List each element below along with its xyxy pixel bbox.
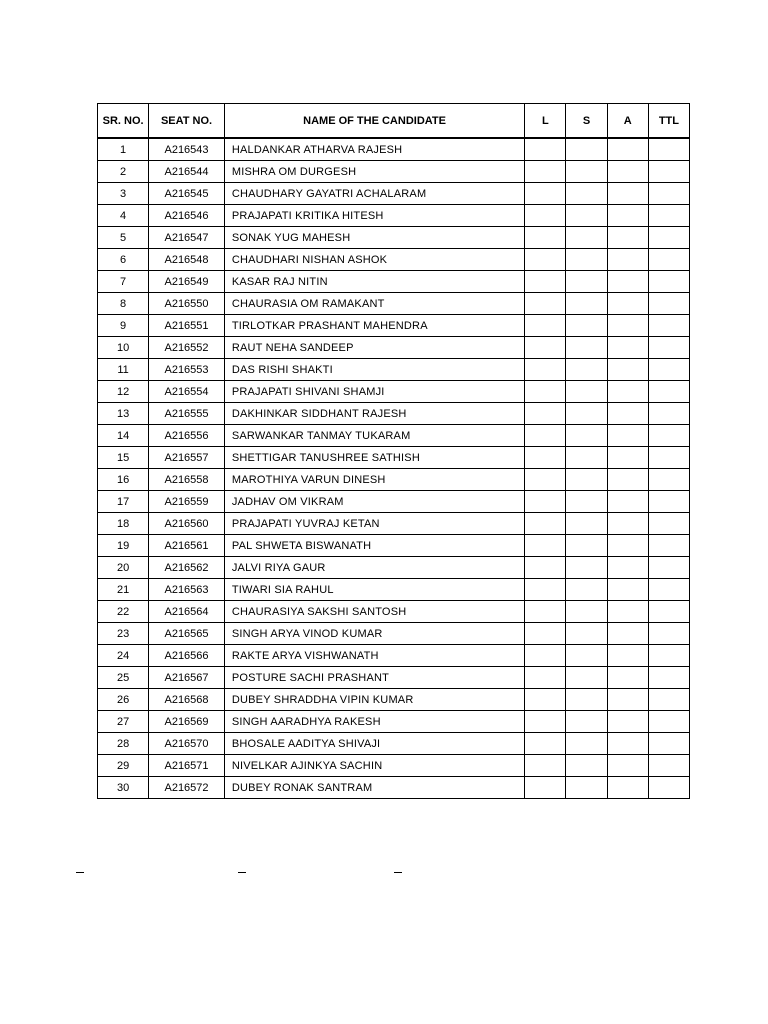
ttl-mark-cell <box>648 667 689 689</box>
l-mark-cell <box>525 205 566 227</box>
table-row <box>98 138 690 161</box>
table-row <box>98 293 690 315</box>
ttl-mark-cell <box>648 403 689 425</box>
candidate-name-cell: DAKHINKAR SIDDHANT RAJESH <box>224 403 524 425</box>
a-mark-cell <box>607 337 648 359</box>
seat-no-cell: A216549 <box>149 271 225 293</box>
l-mark-cell <box>525 183 566 205</box>
ttl-mark-cell <box>648 315 689 337</box>
a-mark-cell <box>607 249 648 271</box>
candidate-name-cell: PRAJAPATI SHIVANI SHAMJI <box>224 381 524 403</box>
a-mark-cell <box>607 755 648 777</box>
ttl-mark-cell <box>648 623 689 645</box>
table-row <box>98 777 690 799</box>
table-row <box>98 645 690 667</box>
l-mark-cell <box>525 733 566 755</box>
s-mark-cell <box>566 645 607 667</box>
table-row <box>98 271 690 293</box>
l-mark-cell <box>525 491 566 513</box>
ttl-mark-cell <box>648 711 689 733</box>
a-mark-cell <box>607 535 648 557</box>
candidate-name-cell: DUBEY RONAK SANTRAM <box>224 777 524 799</box>
sr-no-cell: 29 <box>98 755 149 777</box>
ttl-mark-cell <box>648 689 689 711</box>
seat-no-cell: A216557 <box>149 447 225 469</box>
a-mark-cell <box>607 315 648 337</box>
table-header <box>98 104 690 139</box>
candidate-name-cell: RAKTE ARYA VISHWANATH <box>224 645 524 667</box>
l-mark-cell <box>525 667 566 689</box>
a-mark-cell <box>607 777 648 799</box>
candidate-name-cell: BHOSALE AADITYA SHIVAJI <box>224 733 524 755</box>
ttl-mark-cell <box>648 755 689 777</box>
sr-no-cell: 24 <box>98 645 149 667</box>
table-row <box>98 381 690 403</box>
a-mark-cell <box>607 447 648 469</box>
candidate-marks-table <box>97 103 690 799</box>
header-l: L <box>525 104 566 139</box>
sr-no-cell: 8 <box>98 293 149 315</box>
table-row <box>98 447 690 469</box>
s-mark-cell <box>566 601 607 623</box>
table-row <box>98 315 690 337</box>
s-mark-cell <box>566 205 607 227</box>
table-row <box>98 601 690 623</box>
table-row <box>98 755 690 777</box>
candidate-name-cell: MISHRA OM DURGESH <box>224 161 524 183</box>
seat-no-cell: A216565 <box>149 623 225 645</box>
s-mark-cell <box>566 337 607 359</box>
ttl-mark-cell <box>648 138 689 161</box>
ttl-mark-cell <box>648 337 689 359</box>
s-mark-cell <box>566 293 607 315</box>
s-mark-cell <box>566 689 607 711</box>
a-mark-cell <box>607 513 648 535</box>
sr-no-cell: 18 <box>98 513 149 535</box>
a-mark-cell <box>607 293 648 315</box>
s-mark-cell <box>566 579 607 601</box>
sr-no-cell: 6 <box>98 249 149 271</box>
l-mark-cell <box>525 557 566 579</box>
l-mark-cell <box>525 293 566 315</box>
a-mark-cell <box>607 623 648 645</box>
s-mark-cell <box>566 138 607 161</box>
table-row <box>98 469 690 491</box>
l-mark-cell <box>525 601 566 623</box>
a-mark-cell <box>607 579 648 601</box>
table-row <box>98 425 690 447</box>
l-mark-cell <box>525 381 566 403</box>
candidate-name-cell: CHAUDHARI NISHAN ASHOK <box>224 249 524 271</box>
ttl-mark-cell <box>648 205 689 227</box>
a-mark-cell <box>607 227 648 249</box>
candidate-name-cell: SHETTIGAR TANUSHREE SATHISH <box>224 447 524 469</box>
s-mark-cell <box>566 183 607 205</box>
sr-no-cell: 13 <box>98 403 149 425</box>
seat-no-cell: A216562 <box>149 557 225 579</box>
table-row <box>98 711 690 733</box>
s-mark-cell <box>566 667 607 689</box>
candidate-name-cell: SONAK YUG MAHESH <box>224 227 524 249</box>
a-mark-cell <box>607 425 648 447</box>
s-mark-cell <box>566 755 607 777</box>
s-mark-cell <box>566 315 607 337</box>
seat-no-cell: A216572 <box>149 777 225 799</box>
sr-no-cell: 28 <box>98 733 149 755</box>
s-mark-cell <box>566 623 607 645</box>
candidate-name-cell: CHAURASIYA SAKSHI SANTOSH <box>224 601 524 623</box>
table-row <box>98 513 690 535</box>
ttl-mark-cell <box>648 733 689 755</box>
candidate-name-cell: PRAJAPATI KRITIKA HITESH <box>224 205 524 227</box>
candidate-name-cell: MAROTHIYA VARUN DINESH <box>224 469 524 491</box>
a-mark-cell <box>607 403 648 425</box>
l-mark-cell <box>525 535 566 557</box>
sr-no-cell: 5 <box>98 227 149 249</box>
ttl-mark-cell <box>648 249 689 271</box>
ttl-mark-cell <box>648 579 689 601</box>
seat-no-cell: A216554 <box>149 381 225 403</box>
signature-line-3 <box>394 872 402 873</box>
header-s: S <box>566 104 607 139</box>
candidate-name-cell: TIWARI SIA RAHUL <box>224 579 524 601</box>
l-mark-cell <box>525 271 566 293</box>
a-mark-cell <box>607 491 648 513</box>
table-row <box>98 403 690 425</box>
l-mark-cell <box>525 689 566 711</box>
s-mark-cell <box>566 447 607 469</box>
l-mark-cell <box>525 315 566 337</box>
seat-no-cell: A216556 <box>149 425 225 447</box>
candidate-name-cell: POSTURE SACHI PRASHANT <box>224 667 524 689</box>
seat-no-cell: A216571 <box>149 755 225 777</box>
ttl-mark-cell <box>648 557 689 579</box>
table-row <box>98 623 690 645</box>
table-row <box>98 491 690 513</box>
s-mark-cell <box>566 249 607 271</box>
ttl-mark-cell <box>648 359 689 381</box>
table-row <box>98 227 690 249</box>
s-mark-cell <box>566 227 607 249</box>
s-mark-cell <box>566 777 607 799</box>
seat-no-cell: A216566 <box>149 645 225 667</box>
candidate-name-cell: TIRLOTKAR PRASHANT MAHENDRA <box>224 315 524 337</box>
sr-no-cell: 20 <box>98 557 149 579</box>
sr-no-cell: 25 <box>98 667 149 689</box>
sr-no-cell: 17 <box>98 491 149 513</box>
candidate-name-cell: SARWANKAR TANMAY TUKARAM <box>224 425 524 447</box>
a-mark-cell <box>607 381 648 403</box>
signature-line-1 <box>76 872 84 873</box>
table-body <box>98 138 690 799</box>
sr-no-cell: 19 <box>98 535 149 557</box>
s-mark-cell <box>566 403 607 425</box>
l-mark-cell <box>525 138 566 161</box>
ttl-mark-cell <box>648 513 689 535</box>
seat-no-cell: A216569 <box>149 711 225 733</box>
table-row <box>98 689 690 711</box>
l-mark-cell <box>525 359 566 381</box>
seat-no-cell: A216563 <box>149 579 225 601</box>
s-mark-cell <box>566 161 607 183</box>
table-row <box>98 535 690 557</box>
candidate-name-cell: HALDANKAR ATHARVA RAJESH <box>224 138 524 161</box>
sr-no-cell: 12 <box>98 381 149 403</box>
a-mark-cell <box>607 689 648 711</box>
a-mark-cell <box>607 469 648 491</box>
sr-no-cell: 22 <box>98 601 149 623</box>
seat-no-cell: A216551 <box>149 315 225 337</box>
table-row <box>98 337 690 359</box>
a-mark-cell <box>607 733 648 755</box>
s-mark-cell <box>566 271 607 293</box>
table-row <box>98 161 690 183</box>
candidate-name-cell: JALVI RIYA GAUR <box>224 557 524 579</box>
candidate-name-cell: PRAJAPATI YUVRAJ KETAN <box>224 513 524 535</box>
sr-no-cell: 14 <box>98 425 149 447</box>
sr-no-cell: 23 <box>98 623 149 645</box>
table-row <box>98 667 690 689</box>
candidate-name-cell: NIVELKAR AJINKYA SACHIN <box>224 755 524 777</box>
seat-no-cell: A216550 <box>149 293 225 315</box>
seat-no-cell: A216544 <box>149 161 225 183</box>
l-mark-cell <box>525 249 566 271</box>
ttl-mark-cell <box>648 601 689 623</box>
sr-no-cell: 4 <box>98 205 149 227</box>
seat-no-cell: A216543 <box>149 138 225 161</box>
l-mark-cell <box>525 161 566 183</box>
table-row <box>98 205 690 227</box>
seat-no-cell: A216545 <box>149 183 225 205</box>
l-mark-cell <box>525 711 566 733</box>
s-mark-cell <box>566 557 607 579</box>
l-mark-cell <box>525 403 566 425</box>
l-mark-cell <box>525 777 566 799</box>
seat-no-cell: A216564 <box>149 601 225 623</box>
l-mark-cell <box>525 337 566 359</box>
table-row <box>98 579 690 601</box>
sr-no-cell: 10 <box>98 337 149 359</box>
l-mark-cell <box>525 623 566 645</box>
sr-no-cell: 15 <box>98 447 149 469</box>
sr-no-cell: 27 <box>98 711 149 733</box>
ttl-mark-cell <box>648 381 689 403</box>
a-mark-cell <box>607 138 648 161</box>
header-ttl: TTL <box>648 104 689 139</box>
candidate-name-cell: RAUT NEHA SANDEEP <box>224 337 524 359</box>
header-seat-no: SEAT NO. <box>149 104 225 139</box>
l-mark-cell <box>525 227 566 249</box>
seat-no-cell: A216567 <box>149 667 225 689</box>
a-mark-cell <box>607 161 648 183</box>
s-mark-cell <box>566 491 607 513</box>
sr-no-cell: 7 <box>98 271 149 293</box>
ttl-mark-cell <box>648 447 689 469</box>
seat-no-cell: A216555 <box>149 403 225 425</box>
seat-no-cell: A216570 <box>149 733 225 755</box>
seat-no-cell: A216559 <box>149 491 225 513</box>
sr-no-cell: 3 <box>98 183 149 205</box>
ttl-mark-cell <box>648 535 689 557</box>
seat-no-cell: A216548 <box>149 249 225 271</box>
sr-no-cell: 26 <box>98 689 149 711</box>
seat-no-cell: A216546 <box>149 205 225 227</box>
a-mark-cell <box>607 183 648 205</box>
a-mark-cell <box>607 667 648 689</box>
candidate-name-cell: CHAURASIA OM RAMAKANT <box>224 293 524 315</box>
l-mark-cell <box>525 645 566 667</box>
sr-no-cell: 2 <box>98 161 149 183</box>
seat-no-cell: A216553 <box>149 359 225 381</box>
header-a: A <box>607 104 648 139</box>
seat-no-cell: A216560 <box>149 513 225 535</box>
table-row <box>98 183 690 205</box>
s-mark-cell <box>566 535 607 557</box>
sr-no-cell: 21 <box>98 579 149 601</box>
candidate-name-cell: JADHAV OM VIKRAM <box>224 491 524 513</box>
candidate-name-cell: CHAUDHARY GAYATRI ACHALARAM <box>224 183 524 205</box>
ttl-mark-cell <box>648 491 689 513</box>
header-sr-no: SR. NO. <box>98 104 149 139</box>
a-mark-cell <box>607 645 648 667</box>
a-mark-cell <box>607 711 648 733</box>
table-row <box>98 249 690 271</box>
ttl-mark-cell <box>648 271 689 293</box>
candidate-name-cell: DUBEY SHRADDHA VIPIN KUMAR <box>224 689 524 711</box>
candidate-name-cell: SINGH AARADHYA RAKESH <box>224 711 524 733</box>
table-row <box>98 557 690 579</box>
sr-no-cell: 1 <box>98 138 149 161</box>
l-mark-cell <box>525 513 566 535</box>
a-mark-cell <box>607 205 648 227</box>
header-candidate-name: NAME OF THE CANDIDATE <box>224 104 524 139</box>
ttl-mark-cell <box>648 469 689 491</box>
header-row <box>98 104 690 139</box>
l-mark-cell <box>525 755 566 777</box>
ttl-mark-cell <box>648 645 689 667</box>
s-mark-cell <box>566 513 607 535</box>
sr-no-cell: 11 <box>98 359 149 381</box>
ttl-mark-cell <box>648 183 689 205</box>
candidate-name-cell: DAS RISHI SHAKTI <box>224 359 524 381</box>
s-mark-cell <box>566 711 607 733</box>
sr-no-cell: 30 <box>98 777 149 799</box>
s-mark-cell <box>566 425 607 447</box>
seat-no-cell: A216547 <box>149 227 225 249</box>
l-mark-cell <box>525 425 566 447</box>
ttl-mark-cell <box>648 425 689 447</box>
candidate-name-cell: KASAR RAJ NITIN <box>224 271 524 293</box>
sr-no-cell: 9 <box>98 315 149 337</box>
a-mark-cell <box>607 557 648 579</box>
s-mark-cell <box>566 381 607 403</box>
a-mark-cell <box>607 271 648 293</box>
candidate-name-cell: SINGH ARYA VINOD KUMAR <box>224 623 524 645</box>
s-mark-cell <box>566 469 607 491</box>
ttl-mark-cell <box>648 161 689 183</box>
table-row <box>98 733 690 755</box>
s-mark-cell <box>566 733 607 755</box>
ttl-mark-cell <box>648 227 689 249</box>
l-mark-cell <box>525 447 566 469</box>
l-mark-cell <box>525 469 566 491</box>
ttl-mark-cell <box>648 293 689 315</box>
seat-no-cell: A216552 <box>149 337 225 359</box>
candidate-name-cell: PAL SHWETA BISWANATH <box>224 535 524 557</box>
l-mark-cell <box>525 579 566 601</box>
ttl-mark-cell <box>648 777 689 799</box>
seat-no-cell: A216558 <box>149 469 225 491</box>
a-mark-cell <box>607 359 648 381</box>
table-row <box>98 359 690 381</box>
seat-no-cell: A216568 <box>149 689 225 711</box>
signature-line-2 <box>238 872 246 873</box>
s-mark-cell <box>566 359 607 381</box>
a-mark-cell <box>607 601 648 623</box>
seat-no-cell: A216561 <box>149 535 225 557</box>
sr-no-cell: 16 <box>98 469 149 491</box>
